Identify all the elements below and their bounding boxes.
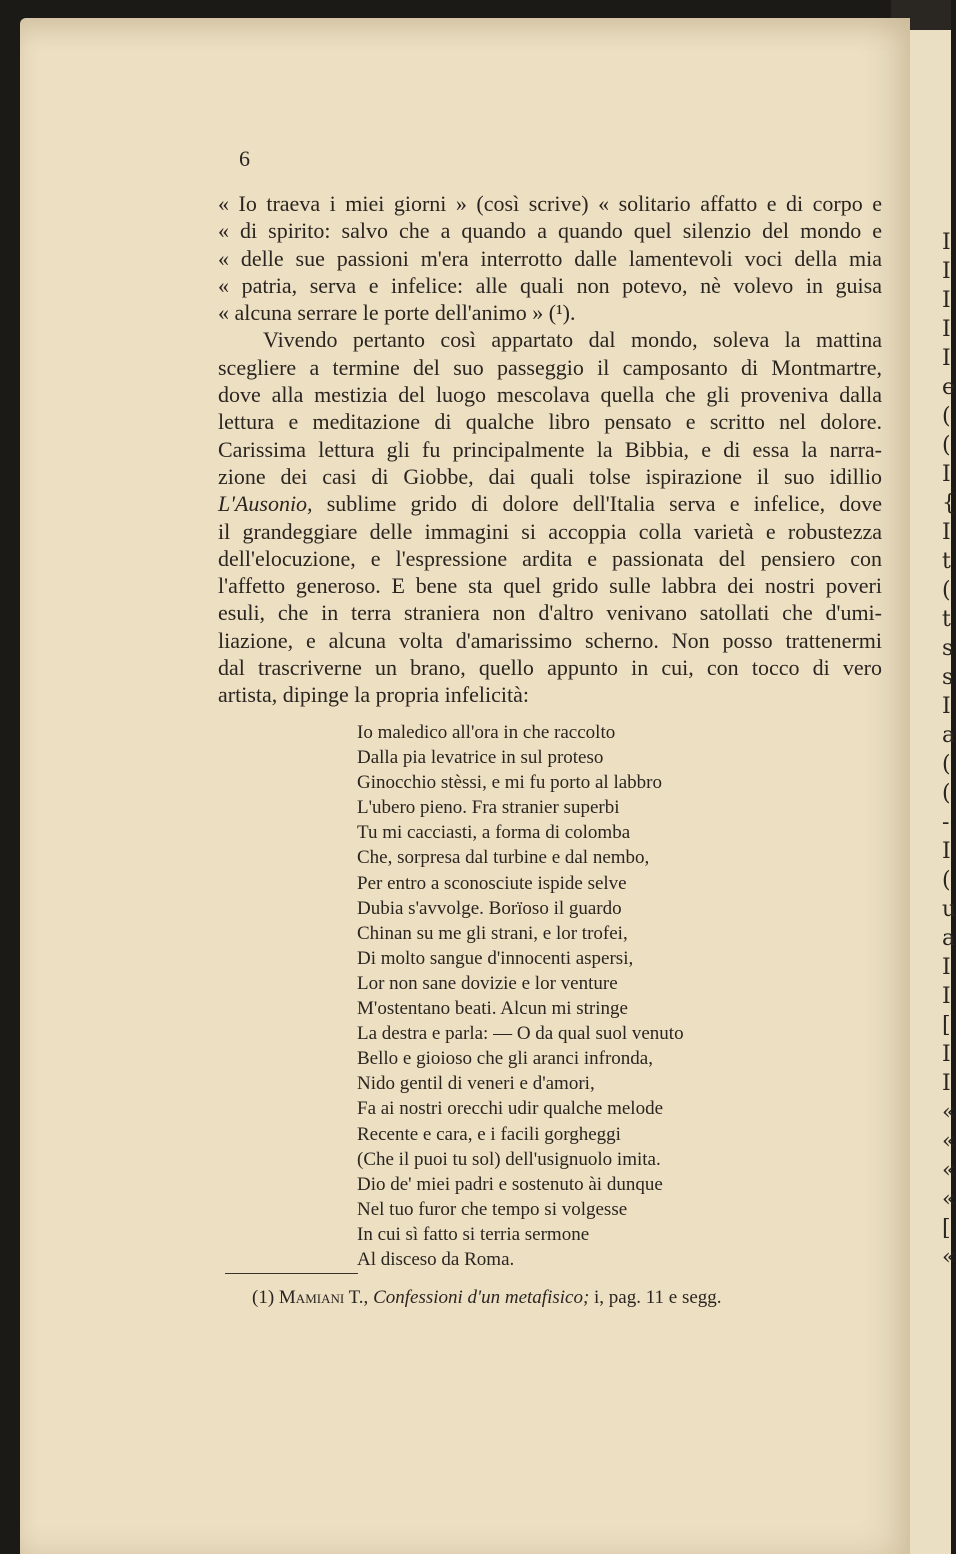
facing-page-letter: I [942,520,951,545]
body-line-rest: sublime grido di dolore dell'Italia serva e infelice, dove [326,491,883,517]
body-line: lettura e meditazione di qualche libro pensato e scritto nel dolore. [218,409,882,435]
facing-page-letter: I [942,984,951,1009]
footnote-ref: i, pag. 11 e segg. [594,1287,722,1308]
facing-page-letter: I [942,259,951,284]
facing-page-letter: I [942,1071,951,1096]
poem-verse: M'ostentano beati. Alcun mi stringe [357,998,628,1020]
body-line: « patria, serva e infelice: alle quali non potevo, nè volevo in guisa [218,272,882,298]
facing-page-letter: « [942,1187,956,1212]
poem-verse: Bello e gioioso che gli aranci infronda, [357,1048,653,1070]
body-line: dal trascriverne un brano, quello appunto in cui, con tocco di vero [218,655,882,681]
poem-verse: Che, sorpresa dal turbine e dal nembo, [357,847,650,869]
body-line: zione dei casi di Giobbe, dai quali tolse ispirazione il suo idillio [218,463,882,489]
facing-page-letter: I [942,955,951,980]
poem-verse: Nel tuo furor che tempo si volgesse [357,1198,628,1220]
facing-page-letter: ( [942,404,951,429]
poem-verse: (Che il puoi tu sol) dell'usignuolo imita. [357,1148,661,1170]
facing-page-letter: [ [942,1013,951,1038]
facing-page-letter: t [942,607,951,632]
facing-page-letter: « [942,1245,956,1270]
facing-page-letter: ( [942,781,951,806]
body-line: esuli, che in terra straniera non d'altro venivano satollati che d'umi- [218,600,882,626]
poem-verse: Al disceso da Roma. [357,1248,515,1270]
facing-page-letter: « [942,1129,956,1154]
footnote-initial: T., [348,1287,369,1308]
poem-verse: Io maledico all'ora in che raccolto [357,722,616,743]
poem-verse: In cui sì fatto si terria sermone [357,1223,590,1245]
poem-verse: Per entro a sconosciute ispide selve [357,872,627,894]
facing-page-letter: I [942,317,951,342]
body-line: artista, dipinge la propria infelicità: [218,682,529,708]
facing-page-letter: - [942,810,950,835]
facing-page-letter: e [942,375,956,400]
facing-page-letter: u [942,897,956,922]
poem-verse: Chinan su me gli strani, e lor trofei, [357,922,628,944]
facing-page-letter: I [942,288,951,313]
facing-page-letter: a [942,723,956,748]
facing-page-letter: I [942,694,951,719]
poem-verse: Lor non sane dovizie e lor venture [357,972,618,994]
body-line: l'affetto generoso. E bene sta quel grido sulle labbra dei nostri poveri [218,573,882,599]
body-line: « di spirito: salvo che a quando a quando quel silenzio del mondo e [218,218,882,244]
facing-page-letter: I [942,346,951,371]
body-text [218,190,882,709]
body-line: dove alla mestizia del luogo mescolava quella che gli proveniva dalla [218,382,882,408]
facing-page-letter: s [942,636,954,661]
body-line: il grandeggiare delle immagini si accoppia colla varietà e robustezza [218,518,882,544]
body-line: « alcuna serrare le porte dell'animo » (¹). [218,300,576,326]
idillio-title: L'Ausonio, [218,491,313,517]
poem-verse: Dalla pia levatrice in sul proteso [357,747,604,769]
facing-page-letter: I [942,230,951,255]
body-line: liazione, e alcuna volta d'amarissimo scherno. Non posso trattenermi [218,627,882,653]
facing-page-letter: ( [942,433,951,458]
facing-page-letter: ( [942,578,951,603]
body-line: « Io traeva i miei giorni » (così scrive) « solitario affatto e di corpo e [218,191,882,216]
body-line: Vivendo pertanto così appartato dal mondo, soleva la mattina [263,327,882,353]
poem-verse: Fa ai nostri orecchi udir qualche melode [357,1098,664,1120]
body-line: « delle sue passioni m'era interrotto dalle lamentevoli voci della mia [218,245,882,271]
facing-page-letter: s [942,665,954,690]
poem-verse: Di molto sangue d'innocenti aspersi, [357,947,634,969]
poem-verse: Recente e cara, e i facili gorgheggi [357,1123,621,1145]
facing-page-letter: ( [942,752,951,777]
facing-page-letter: a [942,926,956,951]
body-line: Carissima lettura gli fu principalmente la Bibbia, e di essa la narra- [218,436,882,462]
facing-page-letter: I [942,839,951,864]
facing-page-letter: I [942,1042,951,1067]
poem-verse: L'ubero pieno. Fra stranier superbi [357,797,620,819]
facing-page-letter: t [942,549,951,574]
body-line-with-title [218,490,882,517]
poem-verse: La destra e parla: — O da qual suol venuto [357,1023,684,1045]
facing-page-letter: [ [942,1216,951,1241]
facing-page-letter: « [942,1158,956,1183]
body-line: dell'elocuzione, e l'espressione ardita e passionata del pensiero con [218,545,882,571]
facing-page-letter: ( [942,868,951,893]
footnote-author: Mamiani [278,1287,345,1308]
footnote [252,1287,722,1309]
footnote-title: Confessioni d'un metafisico; [373,1287,590,1308]
poem-verse: Tu mi cacciasti, a forma di colomba [357,822,631,844]
poem-verse: Dio de' miei padri e sostenuto ài dunque [357,1173,663,1195]
poem-verse: Dubia s'avvolge. Borïoso il guardo [357,897,622,919]
facing-page-letter: I [942,462,951,487]
page-number: 6 [239,146,250,171]
body-line: scegliere a termine del suo passeggio il camposanto di Montmartre, [218,354,882,380]
footnote-rule [225,1273,358,1274]
poem-verse: Ginocchio stèssi, e mi fu porto al labbro [357,772,662,794]
poem-verse: Nido gentil di veneri e d'amori, [357,1073,595,1095]
facing-page-letter: « [942,1100,956,1125]
poem-excerpt [357,720,684,1272]
footnote-marker: (1) [252,1287,275,1308]
facing-page-letter: { [942,491,956,516]
